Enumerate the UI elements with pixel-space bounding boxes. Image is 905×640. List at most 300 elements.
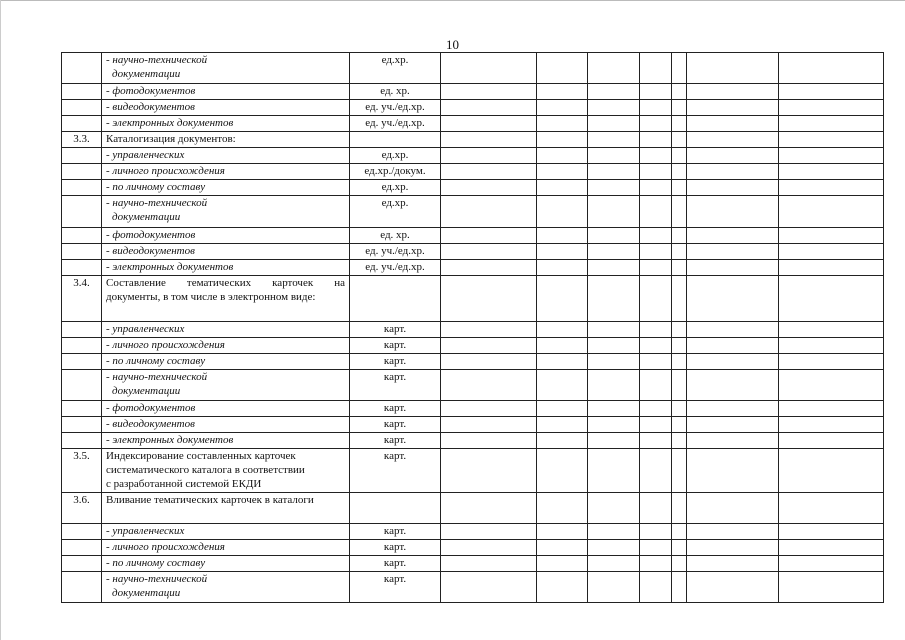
empty-value-cell: [588, 196, 640, 228]
work-name-line: - личного происхождения: [106, 165, 225, 177]
item-number-cell: 3.6.: [62, 493, 102, 524]
table-row: [62, 401, 884, 417]
work-name-cell: [102, 556, 350, 572]
empty-value-cell: [687, 164, 779, 180]
empty-value-cell: [779, 196, 884, 228]
empty-value-cell: [537, 228, 588, 244]
item-number-cell: [62, 572, 102, 603]
empty-value-cell: [687, 401, 779, 417]
unit-cell: карт.: [350, 540, 441, 556]
item-number-cell: [62, 116, 102, 132]
empty-value-cell: [537, 401, 588, 417]
empty-value-cell: [687, 338, 779, 354]
empty-value-cell: [441, 417, 537, 433]
empty-value-cell: [687, 449, 779, 493]
item-number-cell: [62, 260, 102, 276]
empty-value-cell: [640, 180, 672, 196]
empty-value-cell: [441, 433, 537, 449]
empty-value-cell: [779, 100, 884, 116]
empty-value-cell: [640, 417, 672, 433]
empty-value-cell: [441, 322, 537, 338]
empty-value-cell: [687, 132, 779, 148]
work-name-cell: [102, 572, 350, 603]
unit-cell: карт.: [350, 433, 441, 449]
empty-value-cell: [672, 338, 687, 354]
empty-value-cell: [687, 180, 779, 196]
empty-value-cell: [537, 276, 588, 322]
empty-value-cell: [640, 556, 672, 572]
work-name-line: - управленческих: [106, 525, 185, 537]
empty-value-cell: [441, 53, 537, 84]
table-row: [62, 493, 884, 524]
unit-cell: карт.: [350, 370, 441, 401]
unit-cell: ед.хр.: [350, 53, 441, 84]
item-number-cell: 3.3.: [62, 132, 102, 148]
empty-value-cell: [588, 244, 640, 260]
empty-value-cell: [640, 116, 672, 132]
work-name-line: - видеодокументов: [106, 101, 195, 113]
work-name-line: - по личному составу: [106, 355, 206, 367]
empty-value-cell: [779, 449, 884, 493]
empty-value-cell: [687, 370, 779, 401]
empty-value-cell: [588, 556, 640, 572]
table-row: [62, 228, 884, 244]
empty-value-cell: [672, 116, 687, 132]
table-row: [62, 338, 884, 354]
empty-value-cell: [687, 244, 779, 260]
table-row: [62, 354, 884, 370]
work-name-line: Каталогизация документов:: [106, 133, 236, 145]
empty-value-cell: [640, 228, 672, 244]
work-name-cell: [102, 180, 350, 196]
empty-value-cell: [687, 572, 779, 603]
unit-cell: ед.хр./докум.: [350, 164, 441, 180]
empty-value-cell: [588, 354, 640, 370]
empty-value-cell: [672, 260, 687, 276]
empty-value-cell: [687, 276, 779, 322]
work-name-line: - видеодокументов: [106, 245, 195, 257]
empty-value-cell: [588, 100, 640, 116]
table-row: [62, 116, 884, 132]
work-name-line: - научно-технической: [106, 197, 208, 209]
work-name-line: - фотодокументов: [106, 402, 196, 414]
work-name-line: документации: [112, 587, 181, 599]
empty-value-cell: [672, 84, 687, 100]
work-name-line: - личного происхождения: [106, 541, 225, 553]
empty-value-cell: [640, 260, 672, 276]
unit-cell: ед.хр.: [350, 148, 441, 164]
item-number-cell: [62, 556, 102, 572]
empty-value-cell: [779, 116, 884, 132]
work-name-line: - фотодокументов: [106, 85, 196, 97]
empty-value-cell: [779, 276, 884, 322]
empty-value-cell: [537, 556, 588, 572]
empty-value-cell: [588, 572, 640, 603]
empty-value-cell: [687, 148, 779, 164]
unit-cell: ед. уч./ед.хр.: [350, 100, 441, 116]
empty-value-cell: [537, 260, 588, 276]
empty-value-cell: [779, 401, 884, 417]
empty-value-cell: [640, 244, 672, 260]
item-number-cell: [62, 322, 102, 338]
empty-value-cell: [779, 260, 884, 276]
work-name-cell: [102, 354, 350, 370]
empty-value-cell: [640, 493, 672, 524]
empty-value-cell: [640, 148, 672, 164]
work-name-cell: [102, 493, 350, 524]
empty-value-cell: [672, 493, 687, 524]
empty-value-cell: [588, 180, 640, 196]
unit-cell: карт.: [350, 338, 441, 354]
empty-value-cell: [588, 401, 640, 417]
empty-value-cell: [537, 322, 588, 338]
work-name-cell: [102, 401, 350, 417]
work-name-line: - личного происхождения: [106, 339, 225, 351]
empty-value-cell: [672, 433, 687, 449]
empty-value-cell: [588, 228, 640, 244]
work-name-cell: [102, 370, 350, 401]
empty-value-cell: [537, 338, 588, 354]
unit-cell: карт.: [350, 556, 441, 572]
empty-value-cell: [687, 196, 779, 228]
work-name-line: - научно-технической: [106, 371, 208, 383]
empty-value-cell: [441, 180, 537, 196]
empty-value-cell: [537, 53, 588, 84]
empty-value-cell: [640, 100, 672, 116]
scan-edge-left: [0, 0, 1, 640]
empty-value-cell: [779, 322, 884, 338]
empty-value-cell: [537, 100, 588, 116]
empty-value-cell: [588, 540, 640, 556]
empty-value-cell: [640, 338, 672, 354]
work-name-text: Составление тематических карточек на документы, в том числе в электронном виде:: [106, 277, 345, 303]
work-name-cell: [102, 228, 350, 244]
empty-value-cell: [441, 493, 537, 524]
empty-value-cell: [779, 244, 884, 260]
unit-cell: ед.хр.: [350, 180, 441, 196]
empty-value-cell: [537, 417, 588, 433]
empty-value-cell: [537, 244, 588, 260]
item-number-cell: 3.4.: [62, 276, 102, 322]
empty-value-cell: [779, 433, 884, 449]
work-name-line: - электронных документов: [106, 434, 234, 446]
work-name-cell: [102, 53, 350, 84]
empty-value-cell: [441, 572, 537, 603]
empty-value-cell: [640, 449, 672, 493]
empty-value-cell: [537, 354, 588, 370]
work-name-line: документации: [112, 211, 181, 223]
item-number-cell: [62, 244, 102, 260]
empty-value-cell: [687, 322, 779, 338]
work-name-line: - фотодокументов: [106, 229, 196, 241]
unit-cell: ед. уч./ед.хр.: [350, 260, 441, 276]
table-row: [62, 244, 884, 260]
empty-value-cell: [537, 180, 588, 196]
empty-value-cell: [672, 540, 687, 556]
empty-value-cell: [687, 100, 779, 116]
empty-value-cell: [441, 276, 537, 322]
empty-value-cell: [441, 524, 537, 540]
item-number-cell: [62, 338, 102, 354]
work-name-line: - управленческих: [106, 149, 185, 161]
work-name-cell: [102, 322, 350, 338]
empty-value-cell: [441, 196, 537, 228]
work-name-text: Вливание тематических карточек в каталоги: [106, 494, 314, 506]
item-number-cell: [62, 524, 102, 540]
work-name-cell: [102, 148, 350, 164]
work-name-cell: [102, 260, 350, 276]
empty-value-cell: [779, 148, 884, 164]
item-number-cell: [62, 196, 102, 228]
table-row: [62, 417, 884, 433]
empty-value-cell: [588, 338, 640, 354]
table-row: [62, 556, 884, 572]
unit-cell: [350, 276, 441, 322]
empty-value-cell: [687, 493, 779, 524]
empty-value-cell: [687, 540, 779, 556]
empty-value-cell: [537, 370, 588, 401]
table-body: [62, 53, 884, 603]
table-row: [62, 100, 884, 116]
work-name-line: с разработанной системой ЕКДИ: [106, 478, 262, 490]
empty-value-cell: [779, 354, 884, 370]
unit-cell: ед. хр.: [350, 84, 441, 100]
empty-value-cell: [640, 322, 672, 338]
empty-value-cell: [672, 228, 687, 244]
table-row: [62, 449, 884, 493]
table-row: [62, 276, 884, 322]
unit-cell: карт.: [350, 401, 441, 417]
empty-value-cell: [779, 370, 884, 401]
table-row: [62, 524, 884, 540]
empty-value-cell: [779, 556, 884, 572]
empty-value-cell: [588, 84, 640, 100]
table-row: [62, 164, 884, 180]
empty-value-cell: [588, 370, 640, 401]
table-row: [62, 132, 884, 148]
unit-cell: карт.: [350, 572, 441, 603]
table-row: [62, 53, 884, 84]
work-name-cell: [102, 433, 350, 449]
work-name-cell: [102, 116, 350, 132]
empty-value-cell: [588, 116, 640, 132]
unit-cell: карт.: [350, 524, 441, 540]
empty-value-cell: [687, 433, 779, 449]
table-row: [62, 370, 884, 401]
item-number-cell: [62, 401, 102, 417]
empty-value-cell: [672, 148, 687, 164]
work-name-cell: [102, 276, 350, 322]
empty-value-cell: [588, 148, 640, 164]
work-name-line: систематического каталога в соответствии: [106, 464, 305, 476]
empty-value-cell: [672, 354, 687, 370]
empty-value-cell: [687, 116, 779, 132]
empty-value-cell: [672, 164, 687, 180]
work-name-line: - видеодокументов: [106, 418, 195, 430]
table-row: [62, 572, 884, 603]
empty-value-cell: [441, 116, 537, 132]
work-name-cell: [102, 132, 350, 148]
item-number-cell: [62, 540, 102, 556]
empty-value-cell: [537, 132, 588, 148]
empty-value-cell: [640, 84, 672, 100]
item-number-cell: [62, 354, 102, 370]
empty-value-cell: [672, 53, 687, 84]
empty-value-cell: [441, 370, 537, 401]
empty-value-cell: [537, 148, 588, 164]
empty-value-cell: [441, 354, 537, 370]
empty-value-cell: [779, 53, 884, 84]
work-name-cell: [102, 417, 350, 433]
empty-value-cell: [687, 84, 779, 100]
empty-value-cell: [779, 132, 884, 148]
table-row: [62, 148, 884, 164]
work-name-line: - электронных документов: [106, 261, 234, 273]
work-name-line: документации: [112, 385, 181, 397]
unit-cell: карт.: [350, 322, 441, 338]
empty-value-cell: [537, 196, 588, 228]
unit-cell: карт.: [350, 449, 441, 493]
unit-cell: [350, 132, 441, 148]
empty-value-cell: [537, 84, 588, 100]
empty-value-cell: [779, 164, 884, 180]
empty-value-cell: [672, 196, 687, 228]
empty-value-cell: [640, 401, 672, 417]
table-row: [62, 540, 884, 556]
empty-value-cell: [640, 132, 672, 148]
empty-value-cell: [687, 354, 779, 370]
empty-value-cell: [441, 540, 537, 556]
empty-value-cell: [441, 164, 537, 180]
work-name-cell: [102, 540, 350, 556]
empty-value-cell: [672, 180, 687, 196]
empty-value-cell: [779, 524, 884, 540]
item-number-cell: [62, 84, 102, 100]
work-name-cell: [102, 338, 350, 354]
empty-value-cell: [672, 556, 687, 572]
work-name-cell: [102, 244, 350, 260]
empty-value-cell: [672, 244, 687, 260]
empty-value-cell: [779, 338, 884, 354]
work-name-line: - электронных документов: [106, 117, 234, 129]
empty-value-cell: [588, 53, 640, 84]
item-number-cell: [62, 164, 102, 180]
empty-value-cell: [640, 276, 672, 322]
empty-value-cell: [687, 417, 779, 433]
item-number-cell: [62, 370, 102, 401]
unit-cell: ед. уч./ед.хр.: [350, 116, 441, 132]
empty-value-cell: [672, 417, 687, 433]
unit-cell: [350, 493, 441, 524]
item-number-cell: [62, 417, 102, 433]
table-row: [62, 84, 884, 100]
empty-value-cell: [441, 338, 537, 354]
work-name-line: - по личному составу: [106, 557, 206, 569]
empty-value-cell: [640, 572, 672, 603]
empty-value-cell: [640, 433, 672, 449]
empty-value-cell: [441, 244, 537, 260]
work-name-cell: [102, 84, 350, 100]
empty-value-cell: [441, 132, 537, 148]
work-name-line: - научно-технической: [106, 54, 208, 66]
empty-value-cell: [441, 260, 537, 276]
empty-value-cell: [441, 401, 537, 417]
empty-value-cell: [640, 53, 672, 84]
empty-value-cell: [672, 572, 687, 603]
empty-value-cell: [537, 164, 588, 180]
unit-cell: ед. хр.: [350, 228, 441, 244]
work-name-line: документации: [112, 68, 181, 80]
empty-value-cell: [588, 260, 640, 276]
empty-value-cell: [441, 84, 537, 100]
empty-value-cell: [687, 53, 779, 84]
empty-value-cell: [779, 228, 884, 244]
empty-value-cell: [687, 524, 779, 540]
empty-value-cell: [640, 164, 672, 180]
empty-value-cell: [672, 322, 687, 338]
empty-value-cell: [672, 370, 687, 401]
item-number-cell: 3.5.: [62, 449, 102, 493]
empty-value-cell: [672, 449, 687, 493]
table-row: [62, 433, 884, 449]
empty-value-cell: [588, 433, 640, 449]
empty-value-cell: [687, 228, 779, 244]
empty-value-cell: [537, 540, 588, 556]
empty-value-cell: [672, 401, 687, 417]
empty-value-cell: [537, 493, 588, 524]
page-number: 10: [446, 37, 459, 52]
item-number-cell: [62, 433, 102, 449]
work-name-line: - по личному составу: [106, 181, 206, 193]
empty-value-cell: [537, 572, 588, 603]
empty-value-cell: [640, 354, 672, 370]
empty-value-cell: [588, 164, 640, 180]
empty-value-cell: [588, 322, 640, 338]
empty-value-cell: [640, 196, 672, 228]
item-number-cell: [62, 180, 102, 196]
work-name-cell: [102, 196, 350, 228]
table-row: [62, 196, 884, 228]
table-row: [62, 322, 884, 338]
item-number-cell: [62, 148, 102, 164]
work-plan-table: [61, 52, 884, 603]
empty-value-cell: [779, 84, 884, 100]
work-name-cell: [102, 524, 350, 540]
work-name-cell: [102, 164, 350, 180]
empty-value-cell: [588, 493, 640, 524]
empty-value-cell: [441, 556, 537, 572]
unit-cell: карт.: [350, 354, 441, 370]
empty-value-cell: [672, 100, 687, 116]
empty-value-cell: [779, 417, 884, 433]
item-number-cell: [62, 100, 102, 116]
empty-value-cell: [441, 449, 537, 493]
unit-cell: ед. уч./ед.хр.: [350, 244, 441, 260]
empty-value-cell: [588, 132, 640, 148]
empty-value-cell: [672, 524, 687, 540]
empty-value-cell: [537, 524, 588, 540]
empty-value-cell: [441, 100, 537, 116]
empty-value-cell: [441, 228, 537, 244]
empty-value-cell: [588, 276, 640, 322]
empty-value-cell: [640, 540, 672, 556]
empty-value-cell: [779, 493, 884, 524]
work-name-cell: [102, 449, 350, 493]
unit-cell: ед.хр.: [350, 196, 441, 228]
empty-value-cell: [588, 417, 640, 433]
item-number-cell: [62, 228, 102, 244]
table-row: [62, 180, 884, 196]
